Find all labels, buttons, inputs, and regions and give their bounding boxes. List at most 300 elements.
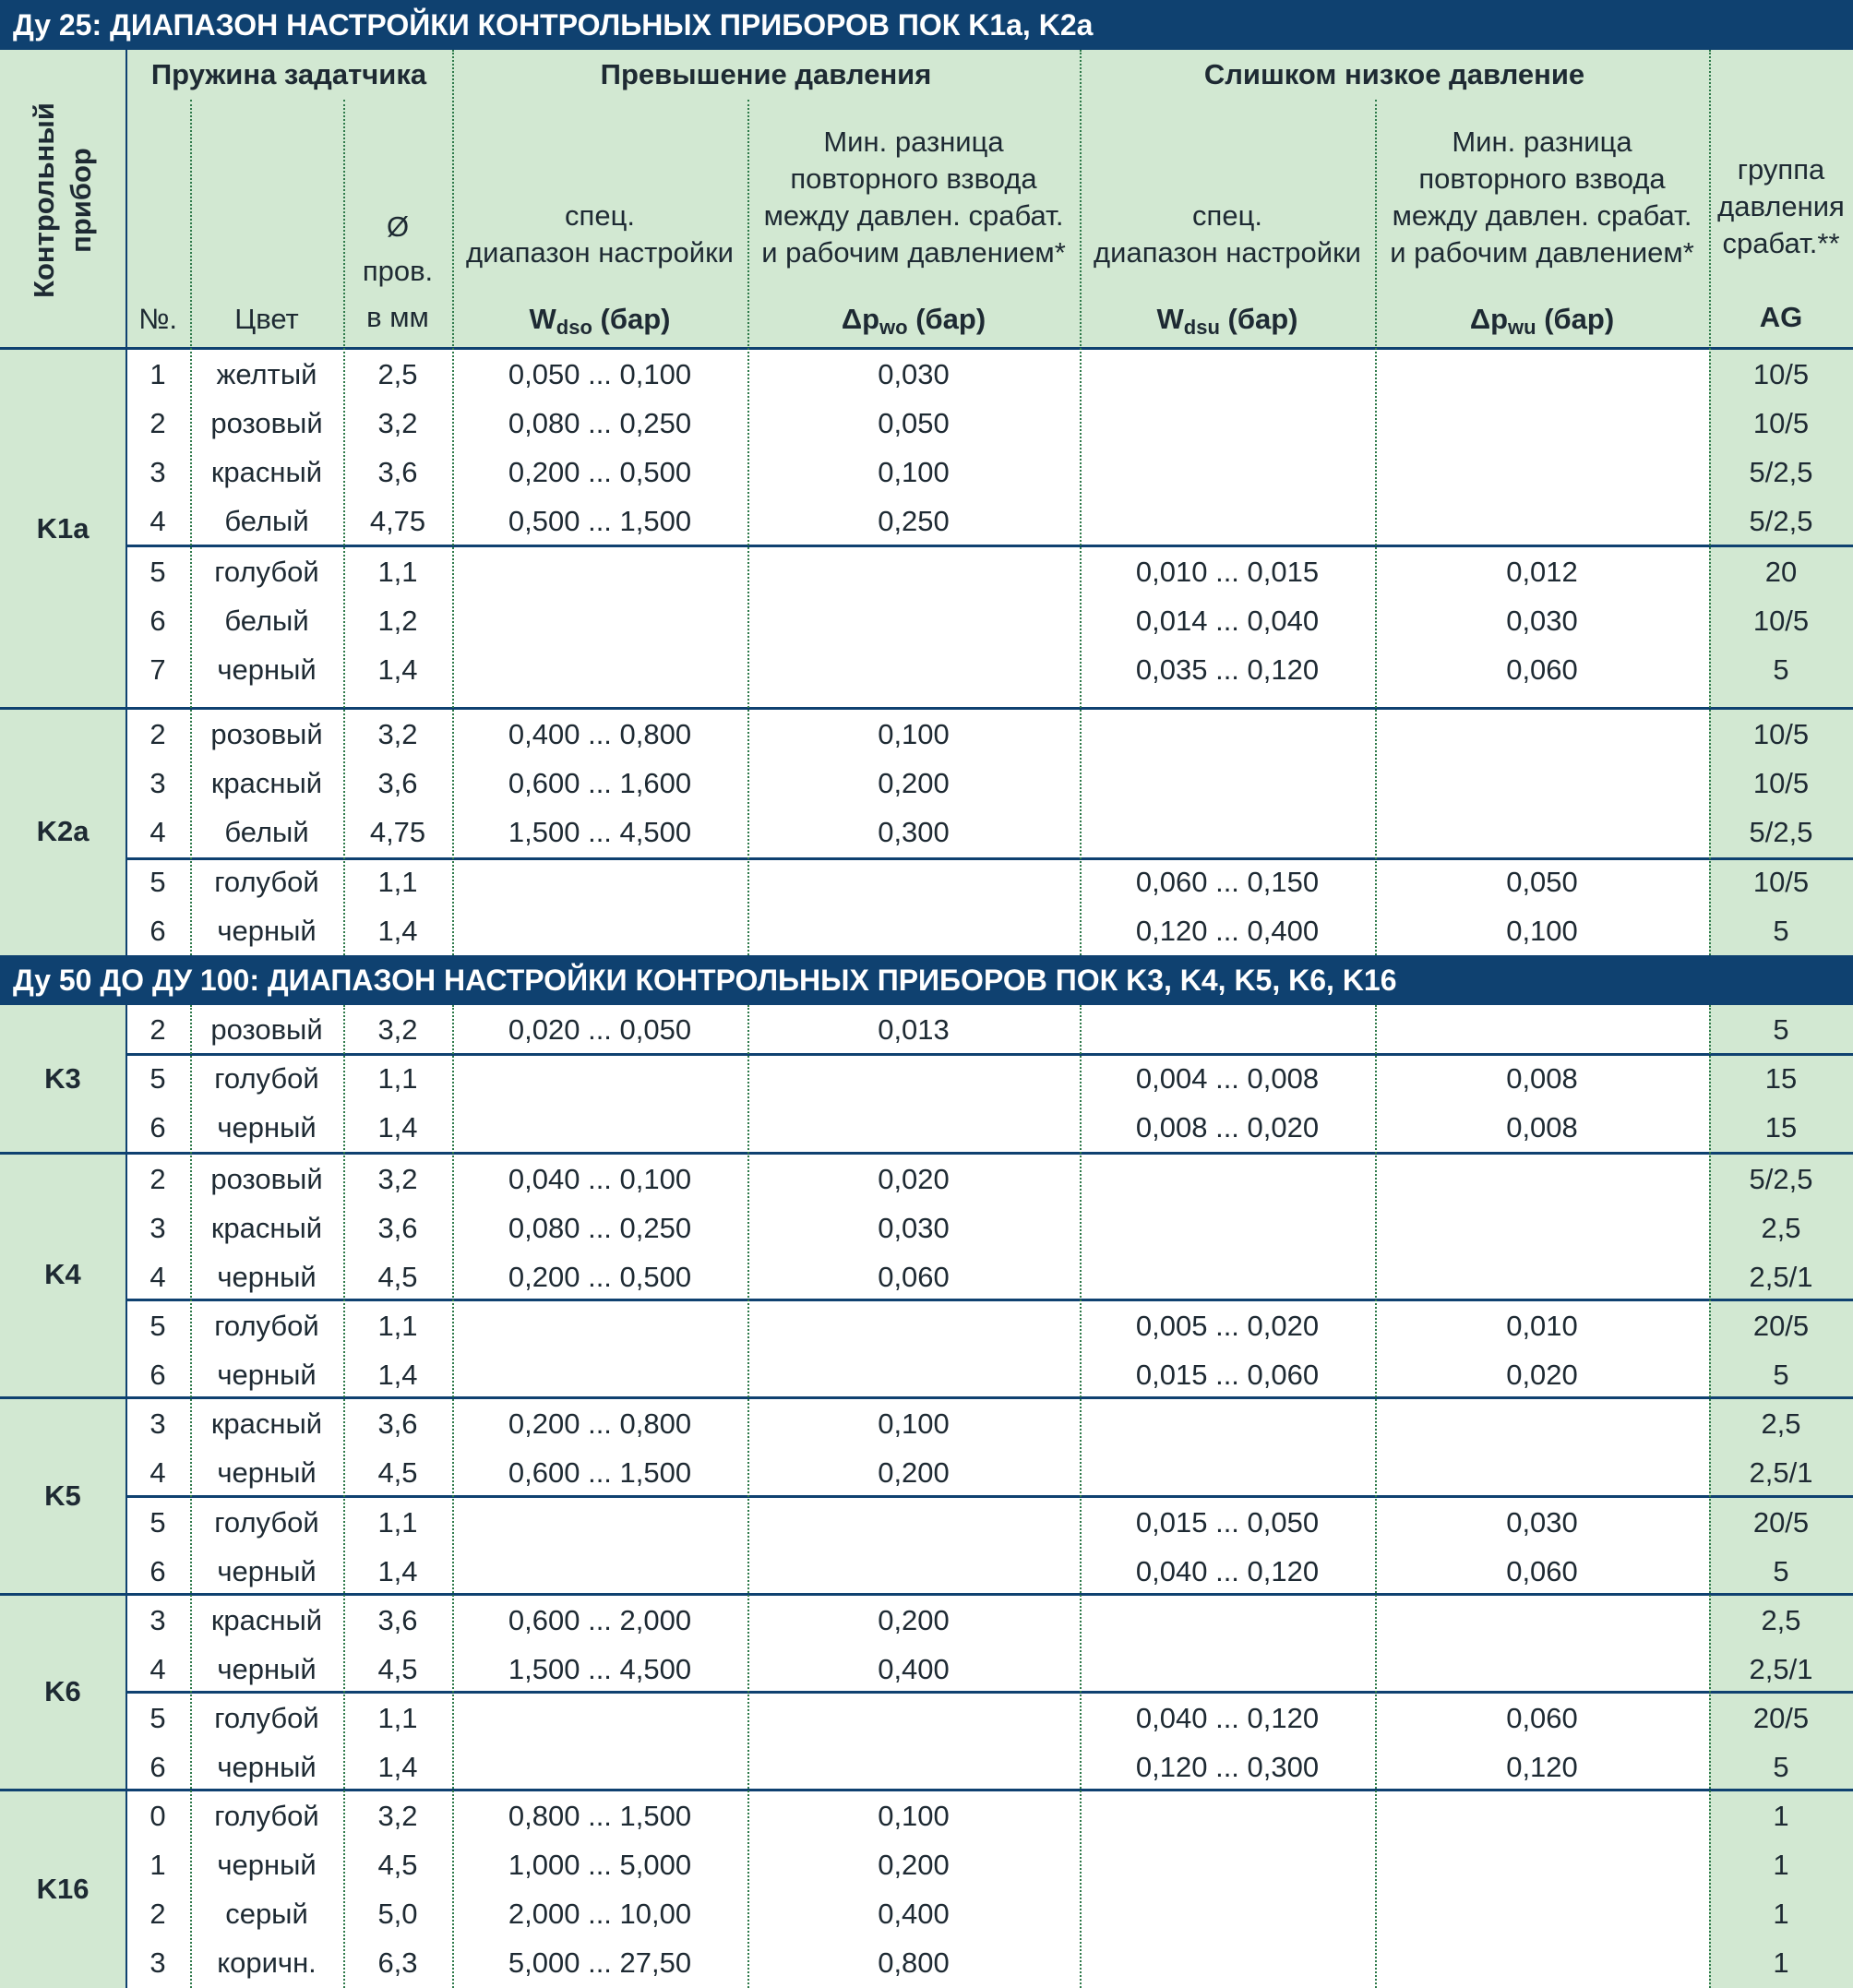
device-cell-k1a bbox=[0, 350, 126, 708]
cell-dia: 3,2 bbox=[377, 718, 418, 750]
cell-ag: 2,5/1 bbox=[1749, 1653, 1813, 1685]
cell-no: 2 bbox=[149, 1898, 166, 1930]
cell-no: 5 bbox=[149, 1506, 166, 1539]
wdsu-sym: W bbox=[1156, 303, 1184, 335]
cell-color: голубой bbox=[214, 866, 319, 898]
dpwu-symbol bbox=[1375, 301, 1709, 346]
ag-line3: срабат.** bbox=[1722, 227, 1840, 259]
cell-ag: 20/5 bbox=[1752, 1310, 1810, 1342]
section-title-du25 bbox=[0, 0, 1853, 50]
cell-dia: 3,2 bbox=[377, 1163, 418, 1195]
section-title-text: Ду 25: ДИАПАЗОН НАСТРОЙКИ КОНТРОЛЬНЫХ ПРИБОРОВ ПОК K1a, K2a bbox=[13, 8, 1094, 42]
cell-no: 7 bbox=[149, 653, 166, 686]
cell-dpwo: 0,200 bbox=[878, 767, 950, 799]
table-row bbox=[126, 1005, 1853, 1054]
cell-color: голубой bbox=[214, 1506, 319, 1539]
cell-no: 4 bbox=[149, 1456, 166, 1489]
wdsu-symbol bbox=[1080, 301, 1375, 346]
col-divider bbox=[1375, 100, 1377, 955]
cell-color: белый bbox=[224, 505, 309, 537]
ag-symbol: AG bbox=[1759, 301, 1803, 333]
col-divider bbox=[1709, 1005, 1711, 1988]
cell-dpwu: 0,060 bbox=[1506, 1702, 1578, 1734]
cell-wdso: 0,040 ... 0,100 bbox=[508, 1163, 692, 1195]
ag-label bbox=[1709, 151, 1853, 262]
cell-ag: 5 bbox=[1773, 653, 1789, 686]
table-row bbox=[126, 1889, 1853, 1938]
cell-dia: 3,6 bbox=[377, 1407, 418, 1440]
cell-dia: 1,4 bbox=[377, 1751, 418, 1783]
cell-dpwo: 0,030 bbox=[878, 358, 950, 390]
col-divider bbox=[190, 100, 192, 955]
cell-ag: 10/5 bbox=[1752, 407, 1810, 439]
row-group-line bbox=[126, 1299, 1853, 1301]
cell-no: 3 bbox=[149, 1407, 166, 1440]
cell-no: 3 bbox=[149, 1946, 166, 1979]
cell-dia: 1,4 bbox=[377, 653, 418, 686]
row-group-line bbox=[126, 1691, 1853, 1694]
under-range-line2: диапазон настройки bbox=[1094, 236, 1361, 269]
dpwo-sub: wo bbox=[879, 316, 908, 339]
cell-dpwo: 0,200 bbox=[878, 1456, 950, 1489]
cell-ag: 10/5 bbox=[1752, 718, 1810, 750]
cell-no: 5 bbox=[149, 866, 166, 898]
col-divider bbox=[452, 50, 454, 955]
diameter-icon: Ø bbox=[386, 210, 410, 243]
cell-dia: 4,5 bbox=[377, 1849, 418, 1881]
cell-wdsu: 0,015 ... 0,060 bbox=[1135, 1359, 1320, 1391]
table-row bbox=[126, 1252, 1853, 1301]
device-separator-line bbox=[0, 1396, 1853, 1399]
cell-dia: 4,75 bbox=[369, 505, 426, 537]
cell-dia: 1,1 bbox=[377, 1062, 418, 1095]
table-row bbox=[126, 808, 1853, 856]
cell-wdso: 0,080 ... 0,250 bbox=[508, 1212, 692, 1244]
cell-ag: 15 bbox=[1764, 1111, 1798, 1144]
table-row bbox=[126, 399, 1853, 448]
device-name: K16 bbox=[36, 1872, 90, 1905]
cell-wdso: 0,200 ... 0,800 bbox=[508, 1407, 692, 1440]
cell-dia: 1,4 bbox=[377, 1111, 418, 1144]
cell-dpwo: 0,060 bbox=[878, 1261, 950, 1293]
cell-ag: 2,5/1 bbox=[1749, 1456, 1813, 1489]
cell-dia: 4,5 bbox=[377, 1261, 418, 1293]
cell-ag: 2,5 bbox=[1761, 1212, 1801, 1244]
cell-dpwu: 0,020 bbox=[1506, 1359, 1578, 1391]
col-divider bbox=[343, 1005, 345, 1988]
cell-dia: 3,6 bbox=[377, 1604, 418, 1636]
cell-ag: 5/2,5 bbox=[1749, 816, 1813, 848]
cell-dpwo: 0,300 bbox=[878, 816, 950, 848]
table-row bbox=[126, 857, 1853, 906]
col-divider bbox=[747, 1005, 749, 1988]
col-no-header: №. bbox=[138, 303, 177, 335]
table-row bbox=[126, 350, 1853, 399]
table-row bbox=[126, 1596, 1853, 1645]
cell-wdso: 2,000 ... 10,00 bbox=[508, 1898, 692, 1930]
table-row bbox=[126, 1938, 1853, 1987]
cell-dia: 1,1 bbox=[377, 1702, 418, 1734]
table-row bbox=[126, 1155, 1853, 1204]
cell-wdsu: 0,060 ... 0,150 bbox=[1135, 866, 1320, 898]
cell-wdsu: 0,040 ... 0,120 bbox=[1135, 1555, 1320, 1587]
cell-dpwo: 0,400 bbox=[878, 1653, 950, 1685]
cell-wdsu: 0,005 ... 0,020 bbox=[1135, 1310, 1320, 1342]
device-name: K6 bbox=[44, 1675, 81, 1707]
cell-no: 5 bbox=[149, 1310, 166, 1342]
cell-ag: 5 bbox=[1773, 915, 1789, 947]
cell-dpwu: 0,012 bbox=[1506, 556, 1578, 588]
device-cell-k2a bbox=[0, 708, 126, 955]
device-separator-line bbox=[0, 1152, 1853, 1155]
table-row bbox=[126, 645, 1853, 694]
cell-wdsu: 0,120 ... 0,300 bbox=[1135, 1751, 1320, 1783]
ag-line2: давления bbox=[1717, 190, 1845, 222]
col-divider bbox=[343, 100, 345, 955]
cell-dpwo: 0,100 bbox=[878, 1407, 950, 1440]
cell-dpwu: 0,050 bbox=[1506, 866, 1578, 898]
device-separator-line bbox=[0, 1593, 1853, 1596]
device-cell-k3 bbox=[0, 1005, 126, 1152]
over-range-label bbox=[452, 198, 747, 271]
wdso-sym: W bbox=[529, 303, 556, 335]
over-diff-label bbox=[747, 124, 1080, 271]
cell-ag: 20 bbox=[1764, 556, 1798, 588]
cell-dia: 1,1 bbox=[377, 1310, 418, 1342]
cell-color: черный bbox=[217, 1751, 317, 1783]
table-row bbox=[126, 1742, 1853, 1791]
cell-color: коричн. bbox=[217, 1946, 317, 1979]
cell-no: 2 bbox=[149, 1013, 166, 1046]
cell-dpwo: 0,100 bbox=[878, 456, 950, 488]
ag-line1: группа bbox=[1737, 153, 1825, 186]
device-separator-line bbox=[0, 707, 1853, 710]
row-group-line bbox=[126, 1495, 1853, 1498]
col-divider bbox=[747, 100, 749, 955]
section-title-text: Ду 50 ДО ДУ 100: ДИАПАЗОН НАСТРОЙКИ КОНТРОЛЬНЫХ ПРИБОРОВ ПОК K3, K4, K5, K6, K16 bbox=[13, 964, 1397, 997]
dpwo-symbol bbox=[747, 301, 1080, 346]
cell-no: 3 bbox=[149, 1212, 166, 1244]
device-cell-k4 bbox=[0, 1152, 126, 1397]
cell-ag: 5/2,5 bbox=[1749, 456, 1813, 488]
cell-dia: 5,0 bbox=[377, 1898, 418, 1930]
cell-ag: 1 bbox=[1773, 1849, 1789, 1881]
table-row bbox=[126, 1301, 1853, 1350]
table-row bbox=[126, 1204, 1853, 1252]
cell-wdso: 1,500 ... 4,500 bbox=[508, 816, 692, 848]
cell-ag: 20/5 bbox=[1752, 1506, 1810, 1539]
device-name: K3 bbox=[44, 1061, 81, 1095]
cell-no: 5 bbox=[149, 1702, 166, 1734]
cell-color: белый bbox=[224, 605, 309, 637]
cell-dia: 3,6 bbox=[377, 1212, 418, 1244]
cell-dia: 1,1 bbox=[377, 866, 418, 898]
col-divider bbox=[1080, 50, 1082, 955]
dpwu-sub: wu bbox=[1508, 316, 1536, 339]
table-row bbox=[126, 1054, 1853, 1103]
dpwo-sym: Δp bbox=[841, 303, 880, 335]
cell-color: черный bbox=[217, 915, 317, 947]
cell-dpwo: 0,250 bbox=[878, 505, 950, 537]
cell-wdso: 0,600 ... 1,600 bbox=[508, 767, 692, 799]
cell-color: черный bbox=[217, 1261, 317, 1293]
cell-dia: 1,4 bbox=[377, 915, 418, 947]
device-cell-k6 bbox=[0, 1594, 126, 1790]
cell-no: 4 bbox=[149, 816, 166, 848]
header-bottom-line bbox=[0, 347, 1853, 350]
over-range-line1: спец. bbox=[565, 199, 635, 232]
cell-wdso: 0,200 ... 0,500 bbox=[508, 1261, 692, 1293]
cell-dpwu: 0,060 bbox=[1506, 1555, 1578, 1587]
cell-dpwu: 0,100 bbox=[1506, 915, 1578, 947]
cell-color: черный bbox=[217, 1111, 317, 1144]
cell-no: 4 bbox=[149, 1261, 166, 1293]
cell-dpwu: 0,008 bbox=[1506, 1062, 1578, 1095]
cell-dpwu: 0,060 bbox=[1506, 653, 1578, 686]
cell-no: 5 bbox=[149, 556, 166, 588]
table-row bbox=[126, 1645, 1853, 1694]
table-row bbox=[126, 710, 1853, 759]
cell-dia: 4,75 bbox=[369, 816, 426, 848]
cell-wdsu: 0,010 ... 0,015 bbox=[1135, 556, 1320, 588]
wdso-sub: dso bbox=[556, 316, 592, 339]
cell-dpwu: 0,030 bbox=[1506, 1506, 1578, 1539]
cell-dia: 2,5 bbox=[377, 358, 418, 390]
cell-dia: 6,3 bbox=[377, 1946, 418, 1979]
cell-wdsu: 0,004 ... 0,008 bbox=[1135, 1062, 1320, 1095]
col-divider bbox=[1080, 1005, 1082, 1988]
col-dia-line2: пров. bbox=[362, 255, 434, 287]
cell-ag: 5 bbox=[1773, 1359, 1789, 1391]
cell-color: черный bbox=[217, 1653, 317, 1685]
cell-dpwo: 0,030 bbox=[878, 1212, 950, 1244]
cell-color: черный bbox=[217, 1456, 317, 1489]
cell-color: желтый bbox=[216, 358, 317, 390]
over-pressure-group-title: Превышение давления bbox=[600, 58, 932, 90]
table-row bbox=[126, 1498, 1853, 1547]
device-col-border bbox=[126, 1005, 127, 1988]
cell-ag: 10/5 bbox=[1752, 605, 1810, 637]
cell-ag: 5 bbox=[1773, 1013, 1789, 1046]
cell-wdso: 0,600 ... 1,500 bbox=[508, 1456, 692, 1489]
cell-dia: 1,2 bbox=[377, 605, 418, 637]
row-group-line bbox=[126, 857, 1853, 860]
table-row bbox=[126, 448, 1853, 497]
cell-ag: 10/5 bbox=[1752, 767, 1810, 799]
device-name: K5 bbox=[44, 1479, 81, 1512]
cell-ag: 5/2,5 bbox=[1749, 1163, 1813, 1195]
cell-dpwo: 0,200 bbox=[878, 1849, 950, 1881]
cell-dpwo: 0,200 bbox=[878, 1604, 950, 1636]
cell-wdso: 0,050 ... 0,100 bbox=[508, 358, 692, 390]
cell-color: красный bbox=[210, 1212, 323, 1244]
over-diff-line1: Мин. разница bbox=[823, 126, 1004, 158]
cell-color: голубой bbox=[214, 556, 319, 588]
over-diff-line4: и рабочим давлением* bbox=[761, 236, 1066, 269]
device-cell-k16 bbox=[0, 1790, 126, 1988]
wdso-unit: (бар) bbox=[592, 303, 671, 335]
cell-no: 5 bbox=[149, 1062, 166, 1095]
cell-dpwo: 0,050 bbox=[878, 407, 950, 439]
cell-no: 3 bbox=[149, 456, 166, 488]
cell-no: 6 bbox=[149, 1555, 166, 1587]
cell-wdsu: 0,008 ... 0,020 bbox=[1135, 1111, 1320, 1144]
table-row bbox=[126, 759, 1853, 808]
cell-color: голубой bbox=[214, 1702, 319, 1734]
table-row bbox=[126, 1547, 1853, 1596]
cell-color: красный bbox=[210, 456, 323, 488]
cell-ag: 10/5 bbox=[1752, 358, 1810, 390]
cell-color: розовый bbox=[210, 718, 323, 750]
cell-dia: 3,2 bbox=[377, 1013, 418, 1046]
cell-dpwu: 0,120 bbox=[1506, 1751, 1578, 1783]
col-divider bbox=[190, 1005, 192, 1988]
cell-no: 1 bbox=[149, 1849, 166, 1881]
col-divider bbox=[1375, 1005, 1377, 1988]
device-column-header bbox=[0, 50, 126, 350]
cell-ag: 2,5 bbox=[1761, 1604, 1801, 1636]
cell-dia: 3,6 bbox=[377, 767, 418, 799]
device-name: K2a bbox=[36, 815, 90, 847]
wdsu-sub: dsu bbox=[1183, 316, 1220, 339]
cell-ag: 1 bbox=[1773, 1946, 1789, 1979]
cell-no: 4 bbox=[149, 505, 166, 537]
cell-no: 6 bbox=[149, 605, 166, 637]
cell-dia: 4,5 bbox=[377, 1456, 418, 1489]
dpwo-unit: (бар) bbox=[907, 303, 986, 335]
cell-color: красный bbox=[210, 767, 323, 799]
cell-dia: 3,6 bbox=[377, 456, 418, 488]
table-row bbox=[126, 596, 1853, 645]
cell-ag: 10/5 bbox=[1752, 866, 1810, 898]
cell-wdsu: 0,015 ... 0,050 bbox=[1135, 1506, 1320, 1539]
cell-dpwo: 0,020 bbox=[878, 1163, 950, 1195]
table-row bbox=[126, 1840, 1853, 1889]
table-row bbox=[126, 1694, 1853, 1742]
over-diff-line2: повторного взвода bbox=[790, 162, 1037, 195]
wdsu-unit: (бар) bbox=[1219, 303, 1298, 335]
spring-group-title: Пружина задатчика bbox=[150, 58, 427, 90]
col-dia-line3: в мм bbox=[366, 301, 429, 333]
table-row bbox=[126, 1399, 1853, 1448]
under-diff-line3: между давлен. срабат. bbox=[1392, 199, 1692, 232]
cell-dpwo: 0,400 bbox=[878, 1898, 950, 1930]
cell-dpwu: 0,008 bbox=[1506, 1111, 1578, 1144]
device-column-label: Контрольный прибор bbox=[28, 102, 97, 298]
cell-wdso: 0,500 ... 1,500 bbox=[508, 505, 692, 537]
cell-color: черный bbox=[217, 1849, 317, 1881]
col-divider bbox=[452, 1005, 454, 1988]
cell-dia: 1,4 bbox=[377, 1359, 418, 1391]
cell-color: розовый bbox=[210, 1163, 323, 1195]
cell-ag: 5 bbox=[1773, 1555, 1789, 1587]
cell-color: красный bbox=[210, 1604, 323, 1636]
dpwu-sym: Δp bbox=[1469, 303, 1509, 335]
under-range-line1: спец. bbox=[1192, 199, 1262, 232]
cell-wdso: 1,000 ... 5,000 bbox=[508, 1849, 692, 1881]
table-row bbox=[126, 497, 1853, 545]
under-pressure-group-title: Слишком низкое давление bbox=[1203, 58, 1585, 90]
cell-no: 4 bbox=[149, 1653, 166, 1685]
cell-no: 2 bbox=[149, 718, 166, 750]
under-diff-line4: и рабочим давлением* bbox=[1390, 236, 1694, 269]
cell-dia: 3,2 bbox=[377, 1800, 418, 1832]
col-wire-diameter-header bbox=[343, 209, 452, 338]
cell-wdso: 0,400 ... 0,800 bbox=[508, 718, 692, 750]
cell-no: 1 bbox=[149, 358, 166, 390]
section-title-du50-100 bbox=[0, 955, 1853, 1005]
cell-wdso: 5,000 ... 27,50 bbox=[508, 1946, 692, 1979]
row-group-line bbox=[126, 1053, 1853, 1056]
cell-no: 3 bbox=[149, 767, 166, 799]
over-diff-line3: между давлен. срабат. bbox=[763, 199, 1064, 232]
cell-ag: 1 bbox=[1773, 1800, 1789, 1832]
cell-wdso: 0,200 ... 0,500 bbox=[508, 456, 692, 488]
cell-wdsu: 0,040 ... 0,120 bbox=[1135, 1702, 1320, 1734]
cell-no: 2 bbox=[149, 1163, 166, 1195]
cell-dia: 4,5 bbox=[377, 1653, 418, 1685]
cell-wdso: 0,020 ... 0,050 bbox=[508, 1013, 692, 1046]
cell-dpwu: 0,030 bbox=[1506, 605, 1578, 637]
cell-color: красный bbox=[210, 1407, 323, 1440]
cell-ag: 2,5/1 bbox=[1749, 1261, 1813, 1293]
device-separator-line bbox=[0, 1789, 1853, 1791]
cell-wdsu: 0,120 ... 0,400 bbox=[1135, 915, 1320, 947]
cell-color: черный bbox=[217, 1359, 317, 1391]
cell-no: 6 bbox=[149, 1359, 166, 1391]
cell-dia: 1,1 bbox=[377, 1506, 418, 1539]
dpwu-unit: (бар) bbox=[1536, 303, 1615, 335]
under-diff-line2: повторного взвода bbox=[1418, 162, 1666, 195]
cell-color: серый bbox=[225, 1898, 308, 1930]
cell-color: белый bbox=[224, 816, 309, 848]
cell-color: розовый bbox=[210, 1013, 323, 1046]
under-diff-label bbox=[1375, 124, 1709, 271]
cell-wdso: 0,600 ... 2,000 bbox=[508, 1604, 692, 1636]
cell-no: 6 bbox=[149, 1111, 166, 1144]
cell-dia: 3,2 bbox=[377, 407, 418, 439]
col-color-header: Цвет bbox=[234, 303, 299, 335]
cell-no: 6 bbox=[149, 915, 166, 947]
table-row bbox=[126, 1791, 1853, 1840]
cell-wdsu: 0,014 ... 0,040 bbox=[1135, 605, 1320, 637]
cell-no: 0 bbox=[149, 1800, 166, 1832]
cell-dia: 1,4 bbox=[377, 1555, 418, 1587]
cell-ag: 5/2,5 bbox=[1749, 505, 1813, 537]
cell-color: голубой bbox=[214, 1800, 319, 1832]
cell-wdsu: 0,035 ... 0,120 bbox=[1135, 653, 1320, 686]
cell-ag: 1 bbox=[1773, 1898, 1789, 1930]
cell-dia: 1,1 bbox=[377, 556, 418, 588]
table-row bbox=[126, 1103, 1853, 1152]
cell-no: 6 bbox=[149, 1751, 166, 1783]
cell-no: 3 bbox=[149, 1604, 166, 1636]
cell-wdso: 0,080 ... 0,250 bbox=[508, 407, 692, 439]
table-row bbox=[126, 547, 1853, 596]
cell-wdso: 0,800 ... 1,500 bbox=[508, 1800, 692, 1832]
cell-color: черный bbox=[217, 1555, 317, 1587]
cell-color: голубой bbox=[214, 1310, 319, 1342]
device-name: K4 bbox=[44, 1258, 81, 1290]
cell-dpwo: 0,100 bbox=[878, 718, 950, 750]
table-header bbox=[0, 50, 1853, 350]
cell-wdso: 1,500 ... 4,500 bbox=[508, 1653, 692, 1685]
cell-no: 2 bbox=[149, 407, 166, 439]
under-range-label bbox=[1080, 198, 1375, 271]
row-group-line bbox=[126, 545, 1853, 547]
cell-ag: 2,5 bbox=[1761, 1407, 1801, 1440]
cell-dpwo: 0,013 bbox=[878, 1013, 950, 1046]
